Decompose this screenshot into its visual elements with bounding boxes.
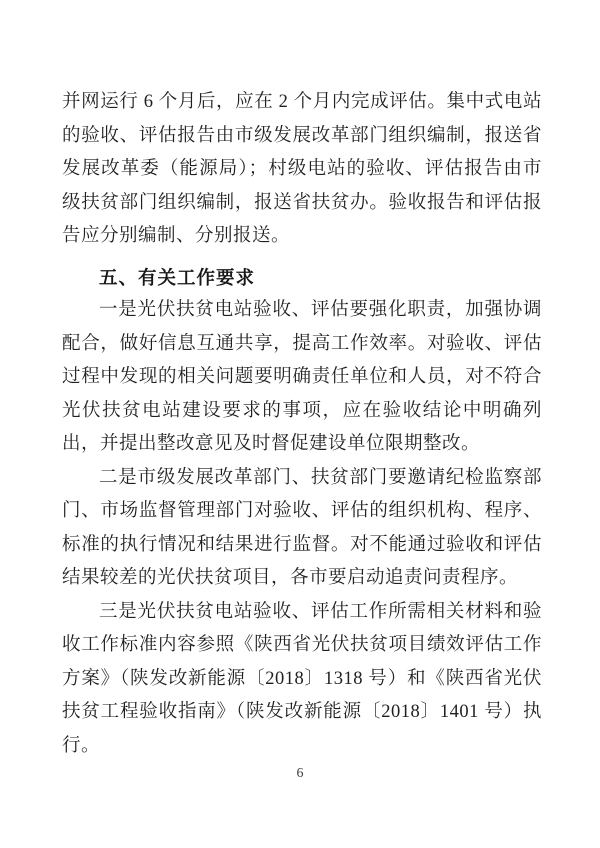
paragraph-item-one: 一是光伏扶贫电站验收、评估要强化职责，加强协调配合，做好信息互通共享，提高工作效率。对验收、评估过程中发现的相关问题要明确责任单位和人员，对不符合光伏扶贫电站建设要求的事项，应在验收结论中明确列出，并提出整改意见及时督促建设单位限期整改。 [62,300,542,454]
section-heading: 五、有关工作要求 [99,266,256,288]
paragraph-item-two: 二是市级发展改革部门、扶贫部门要邀请纪检监察部门、市场监督管理部门对验收、评估的组织机构、程序、标准的执行情况和结果进行监督。对不能通过验收和评估结果较差的光伏扶贫项目，各市要启动追责问责程序。 [62,467,542,588]
page-number: 6 [296,765,304,781]
paragraph-item-three: 三是光伏扶贫电站验收、评估工作所需相关材料和验收工作标准内容参照《陕西省光伏扶贫项目绩效评估工作方案》（陕发改新能源〔2018〕1318 号）和《陕西省光伏扶贫工程验收指南》（陕发改新能源〔2018〕1401 号）执行。 [62,601,542,756]
paragraph-continuation: 并网运行 6 个月后，应在 2 个月内完成评估。集中式电站的验收、评估报告由市级发展改革部门组织编制，报送省发展改革委（能源局）；村级电站的验收、评估报告由市级扶贫部门组织编制，报送省扶贫办。验收报告和评估报告应分别编制、分别报送。 [62,92,542,246]
